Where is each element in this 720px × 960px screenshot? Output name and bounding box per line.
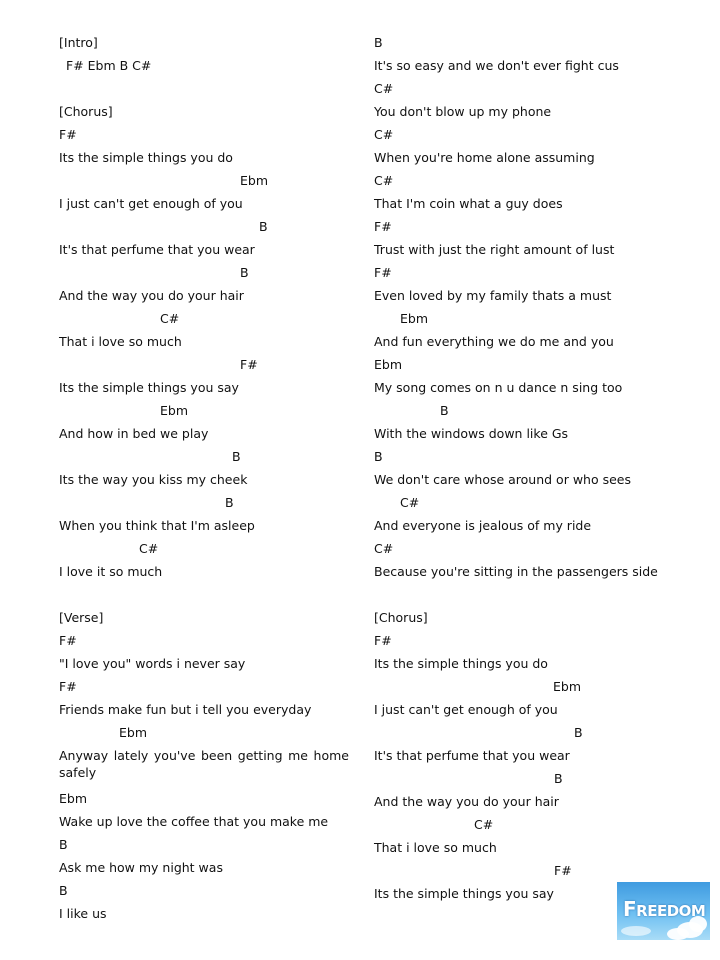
lyric-line: Anyway lately you've been getting me home — [59, 748, 349, 763]
section-label: [Verse] — [59, 610, 104, 625]
chord-line: F# Ebm B C# — [66, 58, 152, 73]
chord-line: Ebm — [119, 725, 148, 740]
chord-line: F# — [59, 633, 77, 648]
blank-line — [374, 586, 664, 609]
logo-text: FREEDOM — [623, 897, 706, 921]
chord-line: C# — [474, 817, 494, 832]
lyric-line: Trust with just the right amount of lust — [374, 242, 615, 257]
chord-line: B — [232, 449, 241, 464]
chord-line: Ebm — [240, 173, 269, 188]
lyric-line: I like us — [59, 906, 107, 921]
chord-line: B — [374, 35, 383, 50]
left-lyrics-column — [59, 34, 349, 928]
chord-line: B — [59, 837, 68, 852]
lyric-line: And the way you do your hair — [374, 794, 559, 809]
lyric-line: When you're home alone assuming — [374, 150, 595, 165]
blank-line — [59, 80, 349, 103]
chord-line: C# — [374, 173, 394, 188]
chord-line: F# — [240, 357, 258, 372]
freedom-logo — [617, 882, 710, 940]
chord-line: B — [240, 265, 249, 280]
section-label: [Chorus] — [59, 104, 113, 119]
lyric-line: And fun everything we do me and you — [374, 334, 614, 349]
chord-line: B — [440, 403, 449, 418]
blank-line — [59, 586, 349, 609]
lyric-line: Ask me how my night was — [59, 860, 223, 875]
lyric-line: It's so easy and we don't ever fight cus — [374, 58, 619, 73]
lyric-line: Its the simple things you do — [374, 656, 548, 671]
section-label: [Intro] — [59, 35, 98, 50]
chord-line: C# — [400, 495, 420, 510]
lyric-line: And everyone is jealous of my ride — [374, 518, 592, 533]
chord-line: B — [259, 219, 268, 234]
chord-line: F# — [59, 127, 77, 142]
lyric-line: That i love so much — [374, 840, 497, 855]
lyric-line: Friends make fun but i tell you everyday — [59, 702, 312, 717]
chord-line: B — [225, 495, 234, 510]
chord-line: C# — [374, 541, 394, 556]
lyric-line: With the windows down like Gs — [374, 426, 569, 441]
chord-line: Ebm — [400, 311, 429, 326]
lyric-line: And how in bed we play — [59, 426, 209, 441]
lyric-line: Its the simple things you say — [59, 380, 239, 395]
chord-line: Ebm — [374, 357, 403, 372]
chord-line: B — [574, 725, 583, 740]
chord-line: C# — [374, 127, 394, 142]
lyric-line: That I'm coin what a guy does — [374, 196, 563, 211]
lyric-line: When you think that I'm asleep — [59, 518, 255, 533]
chord-line: B — [374, 449, 383, 464]
chord-line: F# — [554, 863, 572, 878]
lyric-line: I love it so much — [59, 564, 163, 579]
lyric-line: You don't blow up my phone — [374, 104, 552, 119]
lyric-line: We don't care whose around or who sees — [374, 472, 631, 487]
lyric-line: Its the way you kiss my cheek — [59, 472, 248, 487]
lyric-line: I just can't get enough of you — [59, 196, 243, 211]
lyric-line: Because you're sitting in the passengers side — [374, 564, 658, 579]
lyric-line: It's that perfume that you wear — [374, 748, 570, 763]
chord-line: C# — [374, 81, 394, 96]
chord-line: F# — [374, 265, 392, 280]
lyric-line: Wake up love the coffee that you make me — [59, 814, 329, 829]
lyric-line: I just can't get enough of you — [374, 702, 558, 717]
chord-line: C# — [139, 541, 159, 556]
chord-line: B — [554, 771, 563, 786]
section-label: [Chorus] — [374, 610, 428, 625]
lyric-line: safely — [59, 765, 97, 780]
chord-line: C# — [160, 311, 180, 326]
chord-line: Ebm — [160, 403, 189, 418]
lyric-line: Its the simple things you say — [374, 886, 554, 901]
lyric-line: "I love you" words i never say — [59, 656, 246, 671]
chord-line: F# — [59, 679, 77, 694]
chord-line: Ebm — [553, 679, 582, 694]
lyric-line: My song comes on n u dance n sing too — [374, 380, 623, 395]
chord-line: F# — [374, 219, 392, 234]
lyric-line: That i love so much — [59, 334, 182, 349]
chord-line: B — [59, 883, 68, 898]
lyric-line: And the way you do your hair — [59, 288, 244, 303]
chord-line: F# — [374, 633, 392, 648]
chord-line: Ebm — [59, 791, 88, 806]
lyric-line: It's that perfume that you wear — [59, 242, 255, 257]
lyric-line: Its the simple things you do — [59, 150, 233, 165]
lyric-line: Even loved by my family thats a must — [374, 288, 612, 303]
right-lyrics-column — [374, 34, 664, 908]
